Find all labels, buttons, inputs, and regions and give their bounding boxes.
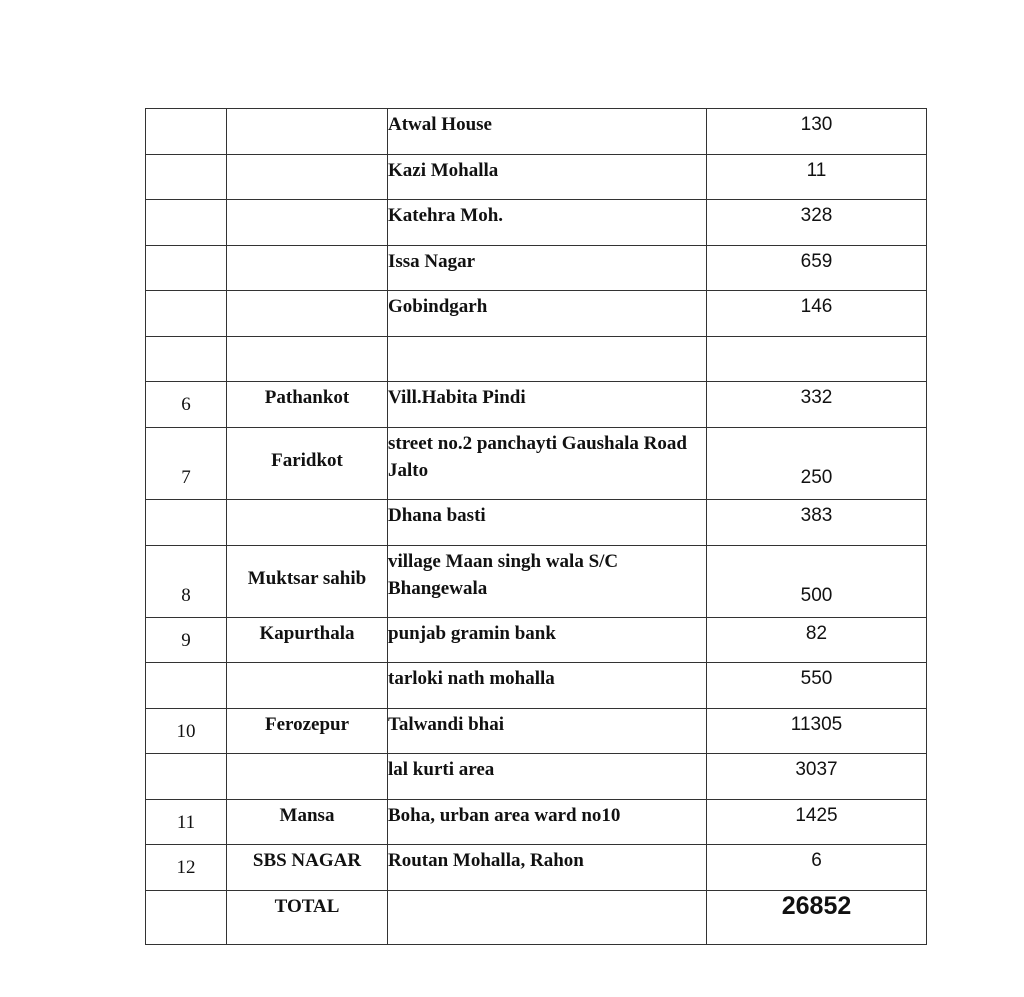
table-row — [146, 754, 927, 800]
count-cell: 11305 — [707, 709, 927, 754]
count-cell: 1425 — [707, 800, 927, 845]
serial-number-cell — [146, 109, 227, 155]
area-cell: punjab gramin bank — [388, 618, 707, 663]
district-cell: SBS NAGAR — [227, 845, 388, 891]
table-row — [146, 200, 927, 246]
count-cell: 11 — [707, 155, 927, 200]
count-cell: 146 — [707, 291, 927, 337]
table-row — [146, 382, 927, 428]
table-row — [146, 155, 927, 200]
count-cell: 500 — [707, 546, 927, 618]
district-cell — [227, 246, 388, 291]
serial-number-cell: 8 — [146, 546, 227, 618]
area-cell: Talwandi bhai — [388, 709, 707, 754]
district-cell — [227, 500, 388, 546]
count-cell: 130 — [707, 109, 927, 155]
serial-number-cell — [146, 891, 227, 945]
area-cell: Issa Nagar — [388, 246, 707, 291]
total-row — [146, 891, 927, 945]
serial-number-cell — [146, 200, 227, 246]
serial-number-cell — [146, 500, 227, 546]
table-row — [146, 709, 927, 754]
serial-number-cell — [146, 246, 227, 291]
area-cell: Katehra Moh. — [388, 200, 707, 246]
district-cell: Kapurthala — [227, 618, 388, 663]
table-row — [146, 800, 927, 845]
serial-number-cell — [146, 155, 227, 200]
count-cell: 332 — [707, 382, 927, 428]
table-row — [146, 337, 927, 382]
district-cell — [227, 663, 388, 709]
serial-number-cell: 9 — [146, 618, 227, 663]
count-cell — [707, 337, 927, 382]
district-cell — [227, 200, 388, 246]
serial-number-cell: 7 — [146, 428, 227, 500]
area-cell: tarloki nath mohalla — [388, 663, 707, 709]
serial-number-cell — [146, 291, 227, 337]
count-cell: 82 — [707, 618, 927, 663]
district-cell: Muktsar sahib — [227, 546, 388, 618]
table-row — [146, 546, 927, 618]
serial-number-cell: 12 — [146, 845, 227, 891]
serial-number-cell: 6 — [146, 382, 227, 428]
total-label: TOTAL — [227, 891, 388, 945]
total-value: 26852 — [707, 891, 927, 945]
count-cell: 383 — [707, 500, 927, 546]
area-cell: Atwal House — [388, 109, 707, 155]
district-cell — [227, 109, 388, 155]
serial-number-cell — [146, 337, 227, 382]
area-cell: street no.2 panchayti Gaushala Road Jalto — [388, 428, 707, 500]
district-cell: Pathankot — [227, 382, 388, 428]
table-row — [146, 246, 927, 291]
count-cell: 250 — [707, 428, 927, 500]
table-row — [146, 291, 927, 337]
data-table — [145, 108, 927, 945]
area-cell: village Maan singh wala S/C Bhangewala — [388, 546, 707, 618]
area-cell: Vill.Habita Pindi — [388, 382, 707, 428]
serial-number-cell: 10 — [146, 709, 227, 754]
district-cell — [227, 337, 388, 382]
district-cell — [227, 291, 388, 337]
area-cell — [388, 337, 707, 382]
area-cell: Gobindgarh — [388, 291, 707, 337]
table-row — [146, 428, 927, 500]
district-cell — [227, 754, 388, 800]
district-cell — [227, 155, 388, 200]
area-cell: Kazi Mohalla — [388, 155, 707, 200]
district-cell: Ferozepur — [227, 709, 388, 754]
table-row — [146, 500, 927, 546]
count-cell: 6 — [707, 845, 927, 891]
serial-number-cell: 11 — [146, 800, 227, 845]
serial-number-cell — [146, 754, 227, 800]
count-cell: 659 — [707, 246, 927, 291]
table-row — [146, 845, 927, 891]
serial-number-cell — [146, 663, 227, 709]
table-row — [146, 618, 927, 663]
district-cell: Mansa — [227, 800, 388, 845]
area-cell: Boha, urban area ward no10 — [388, 800, 707, 845]
area-cell — [388, 891, 707, 945]
area-cell: Routan Mohalla, Rahon — [388, 845, 707, 891]
area-cell: lal kurti area — [388, 754, 707, 800]
area-cell: Dhana basti — [388, 500, 707, 546]
count-cell: 328 — [707, 200, 927, 246]
district-cell: Faridkot — [227, 428, 388, 500]
table-row — [146, 109, 927, 155]
table-row — [146, 663, 927, 709]
count-cell: 550 — [707, 663, 927, 709]
count-cell: 3037 — [707, 754, 927, 800]
